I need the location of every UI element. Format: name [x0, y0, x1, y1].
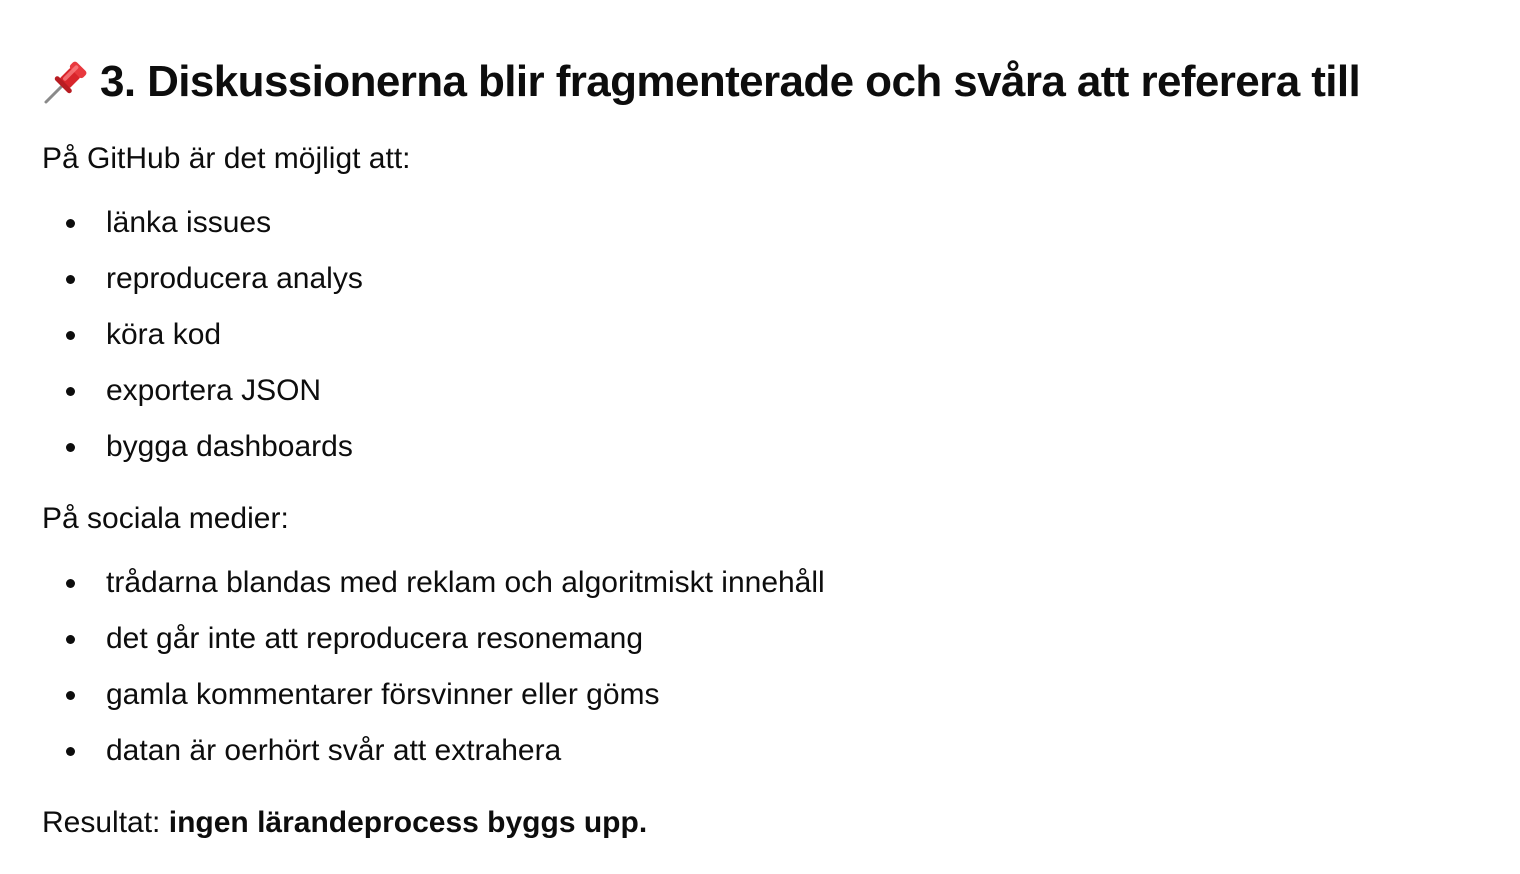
section-heading [40, 54, 1360, 110]
result-emphasis: ingen lärandeprocess byggs upp. [168, 806, 648, 839]
pushpin-icon [40, 56, 92, 108]
bullet [66, 579, 75, 588]
github-intro: På GitHub är det möjligt att: [42, 142, 411, 175]
bullet [66, 635, 75, 644]
bullet [66, 275, 75, 284]
bullet [66, 691, 75, 700]
document-page: 3. Diskussionerna blir fragmenterade och svåra att referera till På GitHub är det möjligt att: länka issues reproducera analys köra kod exportera JSON bygga dashboards På sociala medier: trådarna blandas med reklam och algoritmiskt innehåll det går inte att reproducera resonemang gamla kommentarer försvinner eller göms datan är oerhört svår att extrahera Resultat: ingen lärandeprocess byggs upp. [0, 0, 1520, 874]
result-line [42, 803, 647, 843]
bullet [66, 331, 75, 340]
result-label: Resultat: [42, 806, 161, 839]
social-intro: På sociala medier: [42, 502, 289, 535]
bullet [66, 387, 75, 396]
heading-text: 3. Diskussionerna blir fragmenterade och svåra att referera till [100, 57, 1361, 106]
bullet [66, 747, 75, 756]
bullet [66, 219, 75, 228]
bullet [66, 443, 75, 452]
